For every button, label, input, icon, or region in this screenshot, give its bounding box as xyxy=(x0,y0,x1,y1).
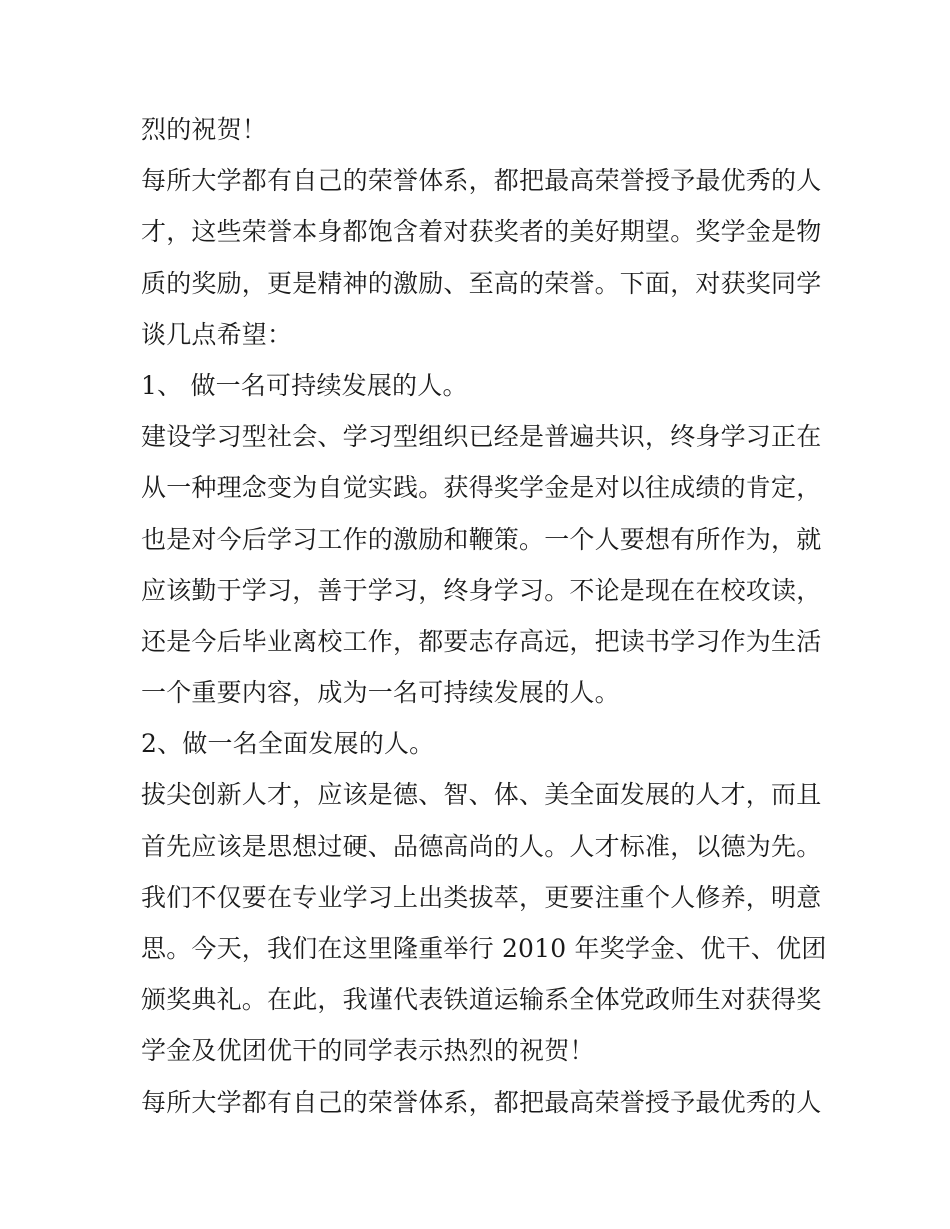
text-line: 颁奖典礼。在此，我谨代表铁道运输系全体党政师生对获得奖 xyxy=(141,985,822,1015)
text-line: 也是对今后学习工作的激励和鞭策。一个人要想有所作为，就 xyxy=(141,524,822,554)
text-line: 每所大学都有自己的荣誉体系，都把最高荣誉授予最优秀的人 xyxy=(141,166,822,196)
text-line: 思。今天，我们在这里隆重举行 2010 年奖学金、优干、优团 xyxy=(141,934,827,963)
text-line: 还是今后毕业离校工作，都要志存高远，把读书学习作为生活 xyxy=(141,626,822,656)
text-line: 我们不仅要在专业学习上出类拔萃，更要注重个人修养，明意 xyxy=(141,882,822,912)
text-line: 每所大学都有自己的荣誉体系，都把最高荣誉授予最优秀的人 xyxy=(141,1087,822,1117)
text-line: 学金及优团优干的同学表示热烈的祝贺！ xyxy=(141,1036,595,1066)
text-line: 烈的祝贺！ xyxy=(141,115,268,144)
text-line: 才，这些荣誉本身都饱含着对获奖者的美好期望。奖学金是物 xyxy=(141,217,822,247)
text-line: 谈几点希望： xyxy=(141,319,293,349)
text-line: 应该勤于学习，善于学习，终身学习。不论是现在在校攻读， xyxy=(141,575,822,605)
section-heading-1: 1、 做一名可持续发展的人。 xyxy=(141,370,468,400)
text-line: 从一种理念变为自觉实践。获得奖学金是对以往成绩的肯定， xyxy=(141,473,822,503)
text-line: 拔尖创新人才，应该是德、智、体、美全面发展的人才，而且 xyxy=(141,780,822,810)
section-heading-2: 2、做一名全面发展的人。 xyxy=(141,729,435,759)
text-line: 首先应该是思想过硬、品德高尚的人。人才标准，以德为先。 xyxy=(141,831,822,861)
text-line: 质的奖励，更是精神的激励、至高的荣誉。下面，对获奖同学 xyxy=(141,268,822,298)
document-body xyxy=(141,104,827,1128)
text-line: 一个重要内容，成为一名可持续发展的人。 xyxy=(141,678,620,708)
text-line: 建设学习型社会、学习型组织已经是普遍共识，终身学习正在 xyxy=(141,422,822,452)
